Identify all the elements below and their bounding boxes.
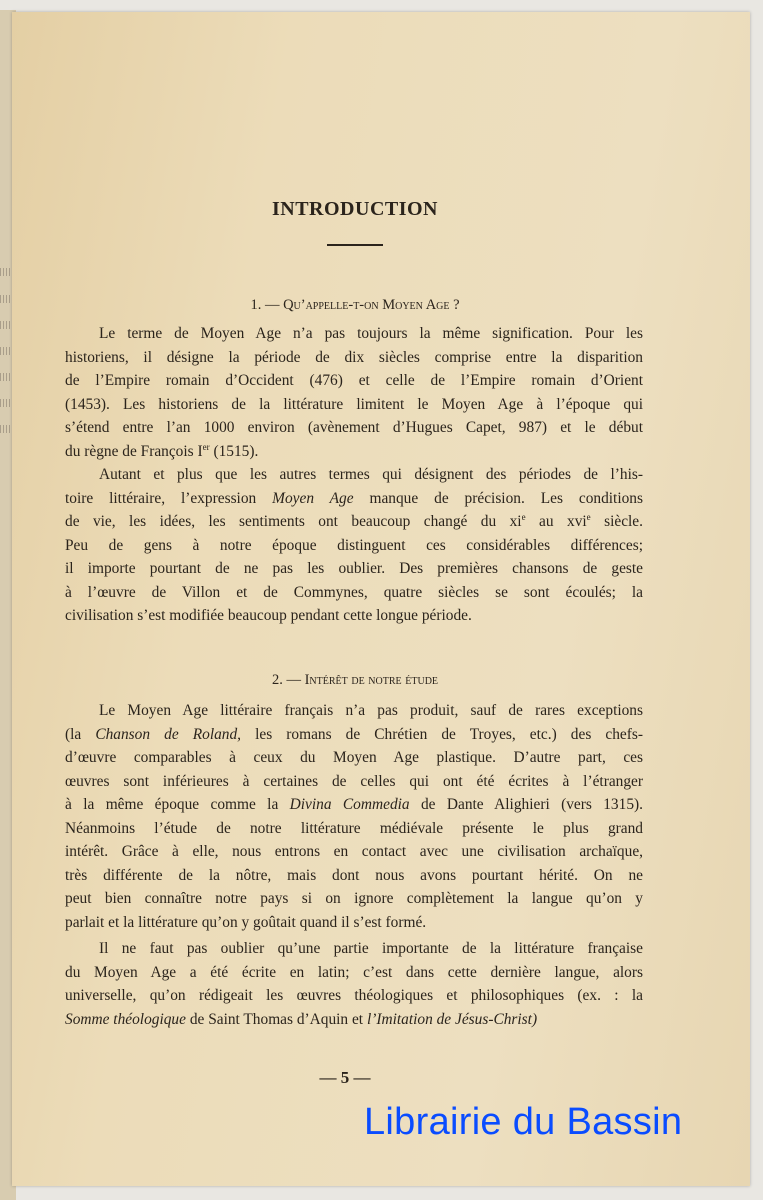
text-line — [65, 487, 643, 511]
section-1-paragraph-1 — [65, 322, 643, 463]
italic-text: Divina Commedia — [289, 796, 410, 813]
section-heading-1 — [12, 297, 698, 314]
title-divider — [327, 244, 383, 246]
page-number: — 5 — — [319, 1068, 371, 1087]
text-run: au — [525, 513, 567, 530]
italic-text: l’Imitation de Jésus-Christ) — [366, 1010, 538, 1028]
text-run: très différente de la nôtre, mais dont nous avons pourtant hérité. On ne — [65, 866, 643, 884]
text-run: de Dante Alighieri (vers 1315). — [409, 796, 643, 813]
text-line — [65, 984, 643, 1008]
text-line — [65, 322, 643, 346]
text-line — [65, 604, 643, 628]
text-run: de l’Empire romain d’Occident (476) et celle de l’Empire romain d’Orient — [65, 372, 643, 389]
superscript: er — [202, 441, 210, 452]
text-line — [65, 723, 643, 747]
text-run: Le Moyen Age littéraire français n’a pas produit, sauf de rares exceptions — [99, 702, 643, 719]
text-run: intérêt. Grâce à elle, nous entrons en contact avec une civilisation archaïque, — [65, 843, 643, 860]
text-line — [65, 961, 643, 985]
text-run: siècle. — [590, 513, 643, 530]
text-line — [65, 346, 643, 370]
section-2-paragraph-2 — [65, 937, 643, 1031]
text-run: d’œuvre comparables à ceux du Moyen Age plastique. D’autre part, ces — [65, 749, 643, 766]
previous-page-text — [0, 399, 12, 407]
text-run: (la — [65, 725, 96, 743]
text-line — [65, 793, 643, 817]
text-run: Il ne faut pas oublier qu’une partie importante de la littérature française — [99, 940, 643, 957]
superscript: e — [521, 511, 526, 522]
text-run: xi — [509, 513, 522, 530]
italic-text: Moyen Age ? — [382, 297, 460, 313]
text-run: Néanmoins l’étude de notre littérature médiévale présente le plus grand — [65, 819, 643, 837]
text-run: (1515). — [209, 442, 259, 460]
text-line — [65, 1008, 643, 1032]
text-run: à l’œuvre de Villon et de Commynes, quatre siècles se sont écoulés; la — [65, 583, 643, 601]
text-line — [65, 416, 643, 440]
previous-page-text — [0, 295, 12, 303]
previous-page-text — [0, 347, 12, 355]
italic-text: Somme théologique — [65, 1010, 186, 1028]
section-2-paragraph-1 — [65, 699, 643, 934]
text-run: 1. — Qu’appelle-t-on — [250, 297, 383, 313]
text-line — [65, 840, 643, 864]
text-line — [65, 864, 643, 888]
text-line — [65, 911, 643, 935]
text-run: Peu de gens à notre époque distinguent ces considérables différences; — [65, 536, 643, 554]
text-line — [65, 440, 643, 464]
previous-page-text — [0, 268, 12, 276]
previous-page-text — [0, 425, 12, 433]
text-line — [65, 463, 643, 487]
text-run: xvi — [567, 513, 587, 530]
text-line — [65, 557, 643, 581]
previous-page-text — [0, 321, 12, 329]
book-page — [12, 12, 750, 1186]
text-line — [65, 581, 643, 605]
text-run: toire littéraire, l’expression — [65, 489, 273, 507]
text-run: Le terme de Moyen Age n’a pas toujours la même signification. Pour les — [99, 325, 643, 342]
section-1-paragraph-2 — [65, 463, 643, 628]
page-title: INTRODUCTION — [271, 198, 439, 220]
text-run: parlait et la littérature qu’on y goûtait quand il s’est formé. — [65, 913, 427, 931]
watermark: Librairie du Bassin — [364, 1101, 683, 1143]
text-run: à la même époque comme la — [65, 796, 290, 813]
italic-text: Moyen Age — [272, 489, 354, 507]
text-run: il importe pourtant de ne pas les oublier. Des premières chansons de geste — [65, 560, 643, 577]
text-line — [65, 393, 643, 417]
text-run: Autant et plus que les autres termes qui désignent des périodes de l’his- — [99, 466, 643, 483]
text-run: du Moyen Age a été écrite en latin; c’est dans cette dernière langue, alors — [65, 963, 643, 981]
text-line — [65, 887, 643, 911]
text-run: civilisation s’est modifiée beaucoup pendant cette longue période. — [65, 607, 472, 624]
text-run: s’étend entre l’an 1000 environ (avènement d’Hugues Capet, 987) et le début — [65, 419, 643, 436]
previous-page-text — [0, 373, 12, 381]
text-run: historiens, il désigne la période de dix siècles comprise entre la disparition — [65, 348, 643, 366]
text-run: manque de précision. Les conditions — [353, 489, 643, 507]
text-run: de Saint Thomas d’Aquin et — [185, 1010, 367, 1028]
italic-text: Chanson de Roland, — [95, 725, 242, 743]
text-run: universelle, qu’on rédigeait les œuvres théologiques et philosophiques (ex. : la — [65, 987, 643, 1004]
text-line — [65, 699, 643, 723]
text-line — [65, 510, 643, 534]
text-line — [65, 937, 643, 961]
text-line — [65, 534, 643, 558]
text-run: peut bien connaître notre pays si on ignore complètement la langue qu’on y — [65, 890, 643, 907]
text-run: œuvres sont inférieures à certaines de celles qui ont été écrites à l’étranger — [65, 772, 643, 790]
text-run: du règne de François I — [65, 442, 203, 460]
text-line — [65, 369, 643, 393]
section-heading-2 — [12, 672, 698, 689]
text-line — [65, 770, 643, 794]
text-line — [65, 817, 643, 841]
text-run: les romans de Chrétien de Troyes, etc.) des chefs- — [241, 725, 643, 743]
superscript: e — [586, 511, 591, 522]
text-line — [65, 746, 643, 770]
text-run: 2. — Intérêt de notre étude — [271, 672, 439, 688]
text-run: de vie, les idées, les sentiments ont beaucoup changé du — [65, 513, 510, 530]
text-run: (1453). Les historiens de la littérature limitent le Moyen Age à l’époque qui — [65, 395, 643, 413]
